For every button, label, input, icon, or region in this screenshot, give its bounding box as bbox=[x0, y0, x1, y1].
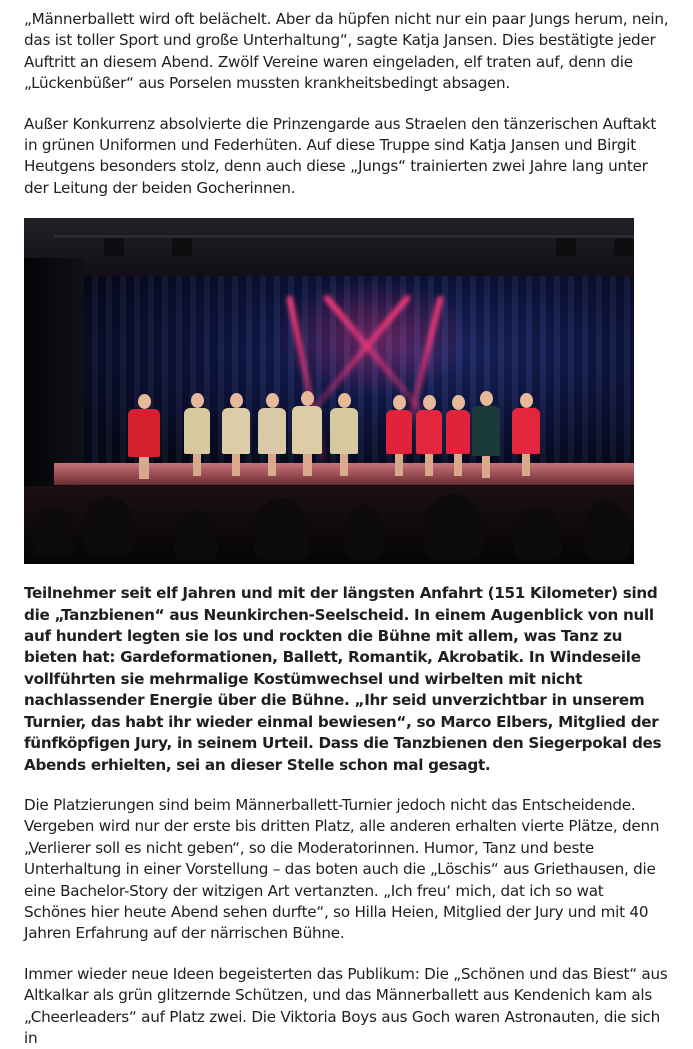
stage-curtain-left bbox=[24, 258, 84, 488]
dancer bbox=[446, 410, 470, 454]
stage-photo[interactable] bbox=[24, 218, 634, 564]
stage-lamp bbox=[556, 238, 576, 256]
dancer bbox=[128, 409, 160, 457]
lighting-truss bbox=[54, 235, 634, 238]
dancer bbox=[184, 408, 210, 454]
paragraph-intro: „Männerballett wird oft belächelt. Aber da hüpfen nicht nur ein paar Jungs herum, nein, das ist toller Sport und große Unterhaltung“, sagte Katja Jansen. Dies bestätigte jeder Auftritt an diesem Abend. Zwölf Vereine waren eingeladen, elf traten auf, denn die „Lückenbüßer“ aus Porselen mussten krankheitsbedingt absagen. bbox=[24, 10, 669, 93]
paragraph-platzierungen: Die Platzierungen sind beim Männerballett-Turnier jedoch nicht das Entscheidende. Vergeben wird nur der erste bis dritten Platz, alle anderen erhalten vierte Plätze, denn „Verlierer soll es nicht geben“, so die Moderatorinnen. Humor, Tanz und beste Unterhaltung in einer Vorstellung – das boten auch die „Löschis“ aus Griethausen, die eine Bachelor-Story der witzigen Art vertanzten. „Ich freu‘ mich, dat ich so wat Schönes hier heute Abend sehen durfte“, so Hilla Heien, Mitglied der Jury und mit 40 Jahren Erfahrung auf der närrischen Bühne. bbox=[24, 795, 660, 943]
dancer bbox=[386, 410, 412, 454]
stage-lamp bbox=[172, 238, 192, 256]
paragraph-tanzbienen: Teilnehmer seit elf Jahren und mit der längsten Anfahrt (151 Kilometer) sind die „Tanzbienen“ aus Neunkirchen-Seelscheid. In einem Augenblick von null auf hundert legten sie los und rockten die Bühne mit allem, was Tanz zu bieten hat: Gardeformationen, Ballett, Romantik, Akrobatik. In Windeseile vollführten sie mehrmalige Kostümwechsel und wirbelten mit nicht nachlassender Energie über die Bühne. „Ihr seid unverzichtbar in unserem Turnier, das habt ihr wieder einmal bewiesen“, so Marco Elbers, Mitglied der fünfköpfigen Jury, in seinem Urteil. Dass die Tanzbienen den Siegerpokal des Abends erhielten, sei an dieser Stelle schon mal gesagt. bbox=[24, 584, 662, 774]
stage-lamp bbox=[104, 238, 124, 256]
paragraph-prinzengarde: Außer Konkurrenz absolvierte die Prinzengarde aus Straelen den tänzerischen Auftakt in grünen Uniformen und Federhüten. Auf diese Truppe sind Katja Jansen und Birgit Heutgens besonders stolz, denn auch diese „Jungs“ trainierten zwei Jahre lang unter der Leitung der beiden Gocherinnen. bbox=[24, 114, 657, 197]
dancer bbox=[258, 408, 286, 454]
dancer bbox=[330, 408, 358, 454]
dancer bbox=[416, 410, 442, 454]
dancer bbox=[512, 408, 540, 454]
dancer bbox=[222, 408, 250, 454]
stage-lamp bbox=[614, 238, 634, 256]
paragraph-ideen: Immer wieder neue Ideen begeisterten das Publikum: Die „Schönen und das Biest“ aus Altkalkar als grün glitzernde Schützen, und das Männerballett aus Kendenich kam als „Cheerleaders“ auf Platz zwei. Die Viktoria Boys aus Goch waren Astronauten, die sich in bbox=[24, 964, 668, 1047]
dancer bbox=[472, 406, 500, 456]
audience bbox=[24, 486, 634, 564]
dancer bbox=[292, 406, 322, 454]
